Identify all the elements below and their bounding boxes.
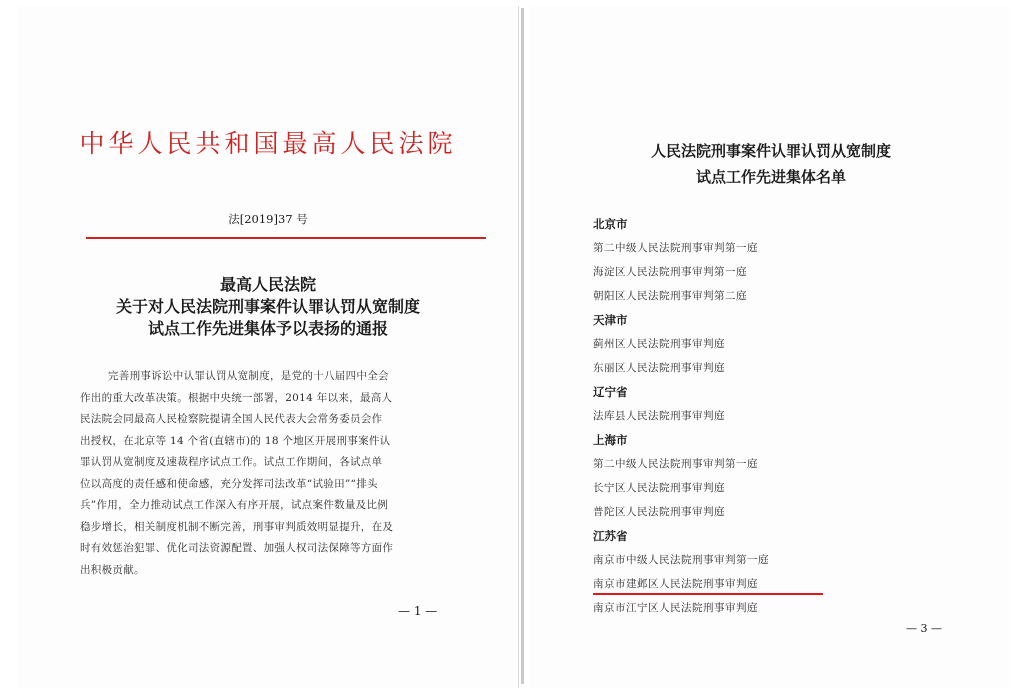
notice-title-line: 试点工作先进集体予以表扬的通报: [147, 319, 388, 338]
list-title-line: 试点工作先进集体名单: [695, 168, 846, 186]
region-heading: 上海市: [593, 433, 628, 447]
list-title: [530, 138, 1012, 190]
page-number: — 1 —: [398, 604, 438, 618]
region-heading: 江苏省: [593, 529, 628, 543]
body-line: 时有效惩治犯罪、优化司法资源配置、加强人权司法保障等方面作: [80, 542, 394, 554]
document-number: 法[2019]37 号: [228, 212, 308, 226]
unit-entry: 蓟州区人民法院刑事审判庭: [593, 338, 725, 350]
court-title: 中华人民共和国最高人民法院: [79, 129, 457, 158]
page-number: — 3 —: [906, 622, 942, 635]
unit-entry: 第二中级人民法院刑事审判第一庭: [593, 458, 758, 470]
red-rule-divider: [86, 237, 486, 239]
notice-title: [18, 274, 518, 340]
body-line: 出授权，在北京等 14 个省(直辖市)的 18 个地区开展刑事案件认: [80, 434, 391, 447]
notice-body: [80, 366, 466, 581]
unit-entry: 南京市中级人民法院刑事审判第一庭: [593, 554, 769, 566]
body-line: 出积极贡献。: [80, 563, 145, 576]
body-line: 位以高度的责任感和使命感，充分发挥司法改革“试验田”“排头: [80, 477, 378, 490]
body-line: 兵”作用，全力推动试点工作深入有序开展，试点案件数量及比例: [80, 499, 389, 511]
notice-title-line: 关于对人民法院刑事案件认罪认罚从宽制度: [115, 297, 420, 316]
unit-entry: 长宁区人民法院刑事审判庭: [593, 482, 725, 494]
unit-entry: 南京市江宁区人民法院刑事审判庭: [593, 602, 758, 614]
highlighted-unit-text: 南京市建邺区人民法院刑事审判庭: [593, 578, 758, 590]
body-line: 稳步增长，相关制度机制不断完善，刑事审判质效明显提升，在及: [80, 520, 394, 533]
body-line: 罪认罚从宽制度及速裁程序试点工作。试点工作期间，各试点单: [80, 456, 383, 468]
right-page: [530, 6, 1012, 688]
unit-list: [593, 212, 993, 620]
unit-entry: 第二中级人民法院刑事审判第一庭: [593, 242, 758, 254]
page-gutter: [521, 8, 524, 684]
body-line: 作出的重大改革决策。根据中央统一部署，2014 年以来，最高人: [80, 391, 393, 404]
region-heading: 北京市: [593, 217, 628, 231]
highlighted-unit-entry: [593, 572, 993, 596]
red-underline-mark: [593, 593, 823, 595]
unit-entry: 朝阳区人民法院刑事审判第二庭: [593, 290, 747, 302]
left-page: [18, 6, 519, 688]
unit-entry: 法库县人民法院刑事审判庭: [593, 410, 725, 422]
unit-entry: 海淀区人民法院刑事审判第一庭: [593, 266, 747, 278]
list-title-line: 人民法院刑事案件认罪认罚从宽制度: [650, 142, 891, 160]
unit-entry: 东丽区人民法院刑事审判庭: [593, 362, 725, 374]
region-heading: 天津市: [593, 313, 628, 327]
region-heading: 辽宁省: [593, 385, 628, 399]
body-line: 民法院会同最高人民检察院提请全国人民代表大会常务委员会作: [80, 413, 383, 425]
unit-entry: 普陀区人民法院刑事审判庭: [593, 506, 725, 518]
body-line: 完善刑事诉讼中认罪认罚从宽制度，是党的十八届四中全会: [108, 370, 389, 382]
notice-title-line: 最高人民法院: [219, 275, 316, 294]
